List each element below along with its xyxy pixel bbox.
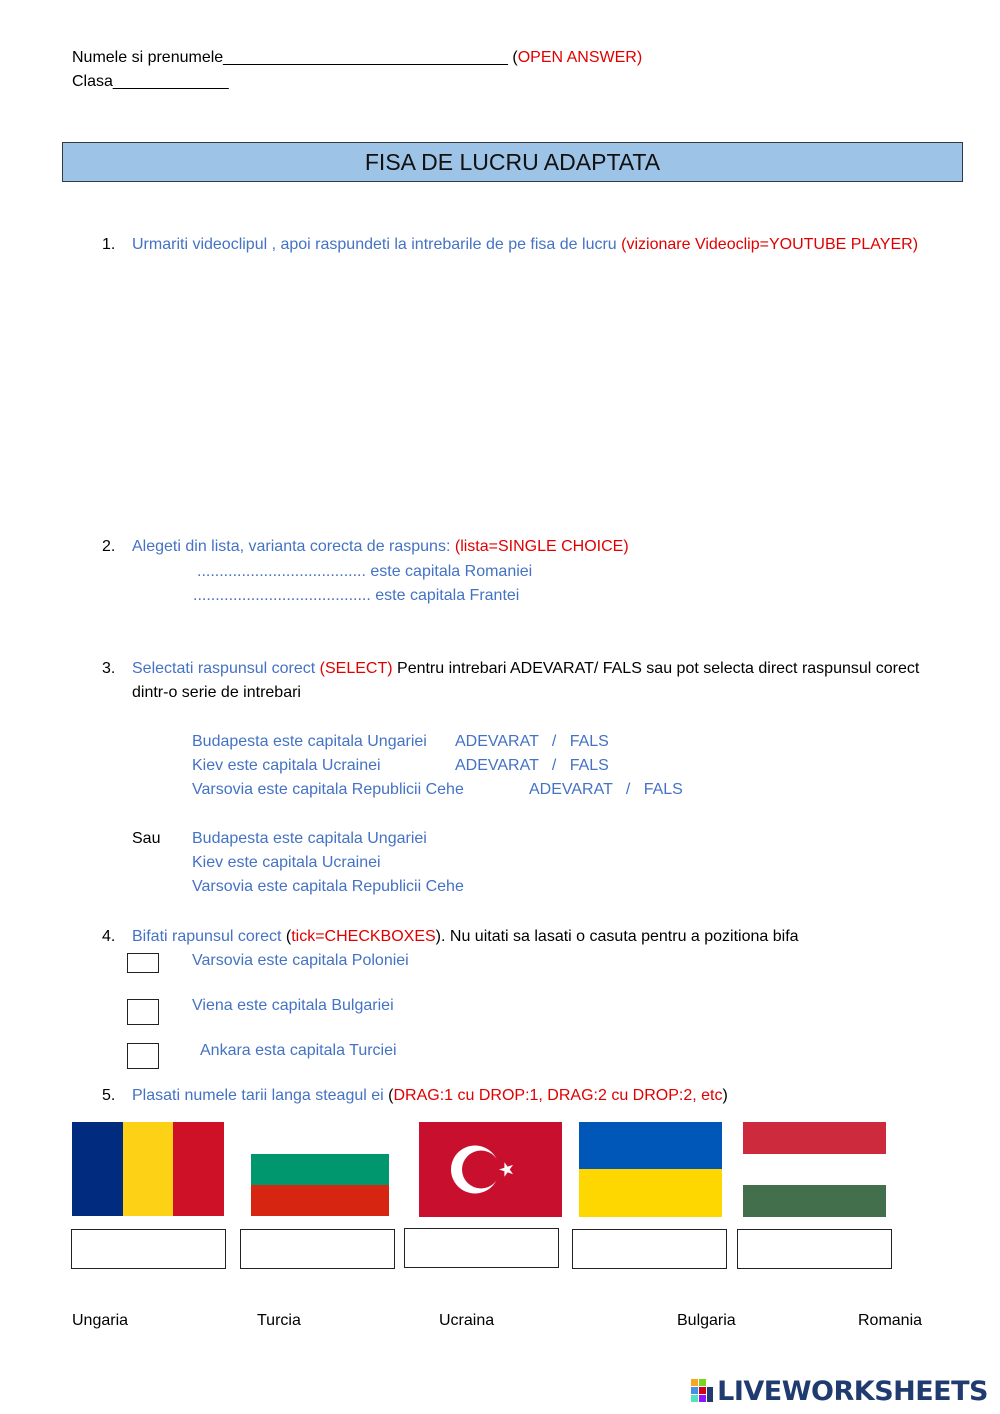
q5-number: 5. (102, 1087, 116, 1104)
turkey-flag (419, 1122, 562, 1217)
q2-select-franta[interactable]: ........................................ este capitala Frantei (193, 587, 520, 604)
youtube-player-area[interactable] (132, 270, 952, 520)
drop-box[interactable] (71, 1229, 226, 1269)
q4-number: 4. (102, 928, 116, 945)
tf-options[interactable]: ADEVARAT / FALS (529, 781, 683, 798)
ukraine-flag (579, 1122, 722, 1217)
checkbox[interactable] (127, 999, 159, 1025)
drop-box[interactable] (240, 1229, 395, 1269)
checkbox[interactable] (127, 1043, 159, 1069)
tf-statement: Kiev este capitala Ucrainei (192, 757, 381, 774)
class-line[interactable]: Clasa_____________ (72, 73, 229, 90)
tf-statement: Varsovia este capitala Republicii Cehe (192, 781, 464, 798)
drop-box[interactable] (737, 1229, 892, 1269)
q2-number: 2. (102, 538, 116, 555)
sau-label: Sau (132, 830, 161, 847)
bulgaria-flag (251, 1122, 389, 1216)
drag-country[interactable]: Turcia (257, 1312, 301, 1329)
name-line[interactable]: Numele si prenumele________________________________ (OPEN ANSWER) (72, 49, 643, 66)
checkbox[interactable] (127, 953, 159, 973)
drag-country[interactable]: Bulgaria (677, 1312, 736, 1329)
q4-text: Bifati rapunsul corect (tick=CHECKBOXES). Nu uitati sa lasati o casuta pentru a pozitiona bifa (132, 928, 799, 945)
romania-flag (72, 1122, 224, 1216)
drop-box[interactable] (572, 1229, 727, 1269)
checkbox-label: Ankara esta capitala Turciei (200, 1042, 397, 1059)
hungary-flag (743, 1122, 886, 1217)
alt-statement[interactable]: Budapesta este capitala Ungariei (192, 830, 427, 847)
q5-text: Plasati numele tarii langa steagul ei (DRAG:1 cu DROP:1, DRAG:2 cu DROP:2, etc) (132, 1087, 728, 1104)
drag-country[interactable]: Ucraina (439, 1312, 495, 1329)
tf-options[interactable]: ADEVARAT / FALS (455, 757, 609, 774)
liveworksheets-logo-icon (691, 1379, 713, 1403)
q3-number: 3. (102, 660, 116, 677)
checkbox-label: Varsovia este capitala Poloniei (192, 952, 409, 969)
alt-statement[interactable]: Varsovia este capitala Republicii Cehe (192, 878, 464, 895)
tf-statement: Budapesta este capitala Ungariei (192, 733, 427, 750)
page-title: FISA DE LUCRU ADAPTATA (62, 142, 963, 182)
drag-country[interactable]: Ungaria (72, 1312, 129, 1329)
q2-text: Alegeti din lista, varianta corecta de raspuns: (lista=SINGLE CHOICE) (132, 538, 629, 555)
q1-text: Urmariti videoclipul , apoi raspundeti la intrebarile de pe fisa de lucru (vizionare Videoclip=YOUTUBE PLAYER) (132, 236, 919, 253)
alt-statement[interactable]: Kiev este capitala Ucrainei (192, 854, 381, 871)
checkbox-label: Viena este capitala Bulgariei (192, 997, 394, 1014)
liveworksheets-logo: LIVEWORKSHEETS (691, 1376, 988, 1406)
drop-box[interactable] (404, 1228, 559, 1268)
q3-text: Selectati raspunsul corect (SELECT) Pentru intrebari ADEVARAT/ FALS sau pot selecta direct raspunsul corect (132, 660, 920, 677)
drag-country[interactable]: Romania (858, 1312, 923, 1329)
q2-select-romania[interactable]: ...................................... este capitala Romaniei (197, 563, 533, 580)
q3-text-cont: dintr-o serie de intrebari (132, 684, 301, 701)
q1-number: 1. (102, 236, 116, 253)
tf-options[interactable]: ADEVARAT / FALS (455, 733, 609, 750)
open-answer-note: OPEN ANSWER (517, 49, 637, 66)
